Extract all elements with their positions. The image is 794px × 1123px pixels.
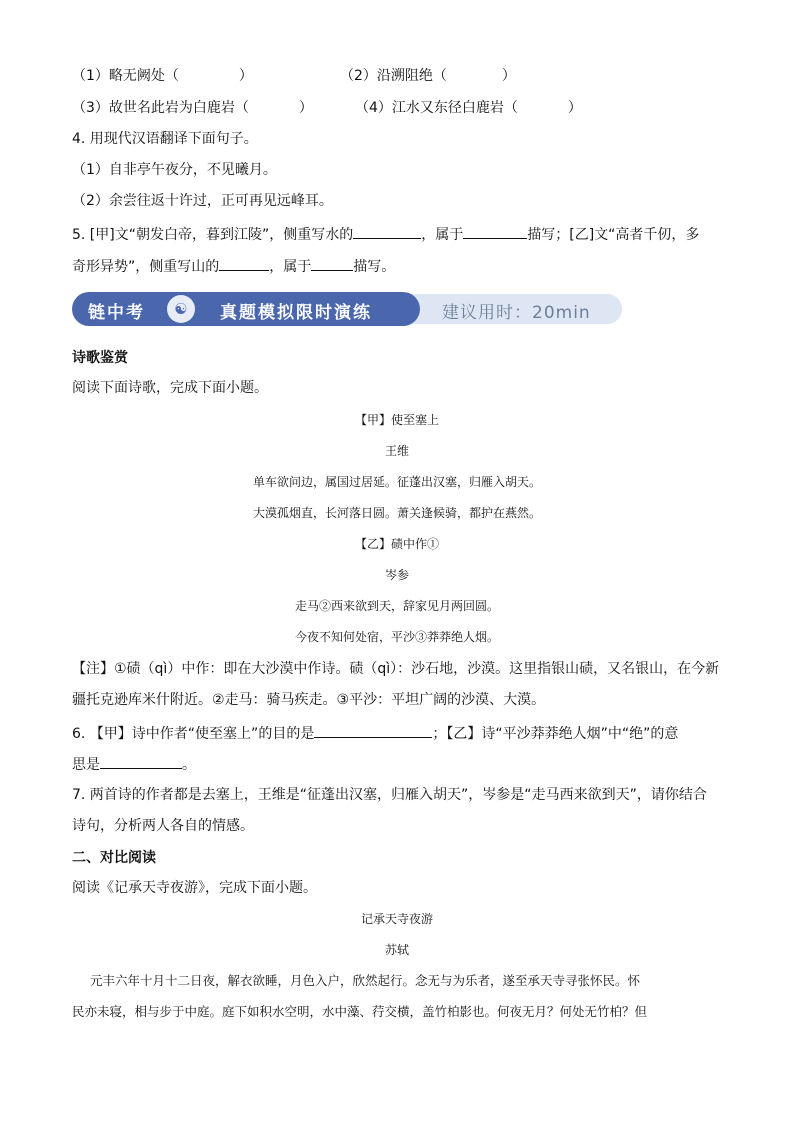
swirl-icon: ☯: [167, 295, 195, 323]
poem-2-author: 岑参: [384, 568, 409, 582]
section-title-poetry: 诗歌鉴赏: [72, 350, 128, 366]
q5-text-2: ，属于: [421, 227, 464, 243]
poem-2-line-1: 走马②西来欲到天，辞家见月两回圆。: [294, 599, 499, 613]
essay-line-2: 民亦未寝，相与步于中庭。庭下如积水空明，水中藻、荇交横，盖竹柏影也。何夜无月？何处无竹柏？但: [72, 1004, 648, 1019]
q6-text-4: 。: [182, 757, 196, 773]
answer-blank[interactable]: [219, 255, 269, 271]
poem-1-line-1: 单车欲问边，属国过居延。征蓬出汉塞，归雁入胡天。: [252, 475, 541, 489]
poem-1-author: 王维: [384, 444, 409, 458]
essay-title: 记承天寺夜游: [360, 912, 433, 926]
notes-line-2: 疆托克逊库米什附近。②走马：骑马疾走。③平沙：平坦广阔的沙漠、大漠。: [72, 692, 546, 708]
answer-blank[interactable]: [100, 753, 182, 769]
q5-text-1: 5. [甲]文“朝发白帝，暮到江陵”，侧重写水的: [72, 227, 354, 243]
q5-line-1: [72, 223, 699, 245]
q3-item-3: [72, 98, 313, 118]
q6-line-2: [72, 753, 196, 775]
essay-line-1: 元丰六年十月十二日夜，解衣欲睡，月色入户，欣然起行。念无与为乐者，遂至承天寺寻张怀民。怀: [90, 973, 641, 988]
q4-sentence-2: （2）余尝往返十许过，正可再见远峰耳。: [72, 193, 333, 209]
q4-stem: 4. 用现代汉语翻译下面句子。: [72, 131, 258, 147]
q6-text-2: ；【乙】诗“平沙莽莽绝人烟”中“绝”的意: [432, 726, 679, 742]
q5-text-3: 描写；[乙]文“高者千仞，多: [527, 227, 700, 243]
section-instruction-comparison: 阅读《记承天寺夜游》，完成下面小题。: [72, 880, 317, 896]
poem-1-title: 【甲】使至塞上: [354, 413, 439, 427]
q6-text-1: 6. 【甲】诗中作者“使至塞上”的目的是: [72, 726, 315, 742]
answer-blank[interactable]: [311, 255, 353, 271]
poem-2-title: 【乙】碛中作①: [354, 537, 439, 551]
q7-line-2: 诗句，分析两人各自的情感。: [72, 818, 254, 834]
q3-item-1-close: ）: [238, 68, 253, 84]
q7-line-1: 7. 两首诗的作者都是去塞上，王维是“征蓬出汉塞，归雁入胡天”，岑参是“走马西来欲到天”，请你结合: [72, 787, 707, 803]
section-title-comparison: 二、对比阅读: [72, 850, 156, 866]
q3-item-4-text: （4）江水又东径白鹿岩（: [355, 100, 518, 116]
q3-item-3-close: ）: [298, 100, 313, 116]
poem-1-line-2: 大漠孤烟直，长河落日圆。萧关逢候骑，都护在燕然。: [252, 506, 541, 520]
q5-text-4: 奇形异势”，侧重写山的: [72, 259, 220, 275]
essay-author: 苏轼: [384, 943, 409, 957]
q3-item-4-close: ）: [567, 100, 582, 116]
q6-text-3: 思是: [72, 757, 100, 773]
section-instruction-poetry: 阅读下面诗歌，完成下面小题。: [72, 380, 268, 396]
q3-item-2: [340, 66, 516, 86]
q4-sentence-1: （1）自非亭午夜分，不见曦月。: [72, 162, 277, 178]
q3-item-3-text: （3）故世名此岩为白鹿岩（: [72, 100, 249, 116]
q3-item-4: [355, 98, 582, 118]
poem-2-line-2: 今夜不知何处宿，平沙③莽莽绝人烟。: [294, 630, 499, 644]
answer-blank[interactable]: [353, 223, 421, 239]
answer-blank[interactable]: [314, 722, 432, 738]
banner-label-practice: 真题模拟限时演练: [220, 303, 372, 323]
q3-item-2-close: ）: [501, 68, 516, 84]
answer-blank[interactable]: [463, 223, 527, 239]
q3-item-1: [72, 66, 253, 86]
banner-label-chain: 链中考: [88, 303, 145, 323]
notes-line-1: 【注】①碛（qì）中作：即在大沙漠中作诗。碛（qì）：沙石地，沙漠。这里指银山碛，又名银山，在今新: [72, 661, 720, 677]
banner-suggested-time: 建议用时：20min: [442, 303, 591, 323]
q3-item-1-text: （1）略无阙处（: [72, 68, 179, 84]
q6-line-1: [72, 722, 678, 744]
q5-text-6: 描写。: [353, 259, 396, 275]
q5-line-2: [72, 255, 395, 277]
practice-banner: [72, 292, 622, 326]
q3-item-2-text: （2）沿溯阻绝（: [340, 68, 447, 84]
banner-title-pill: [72, 292, 420, 326]
q5-text-5: ，属于: [269, 259, 312, 275]
